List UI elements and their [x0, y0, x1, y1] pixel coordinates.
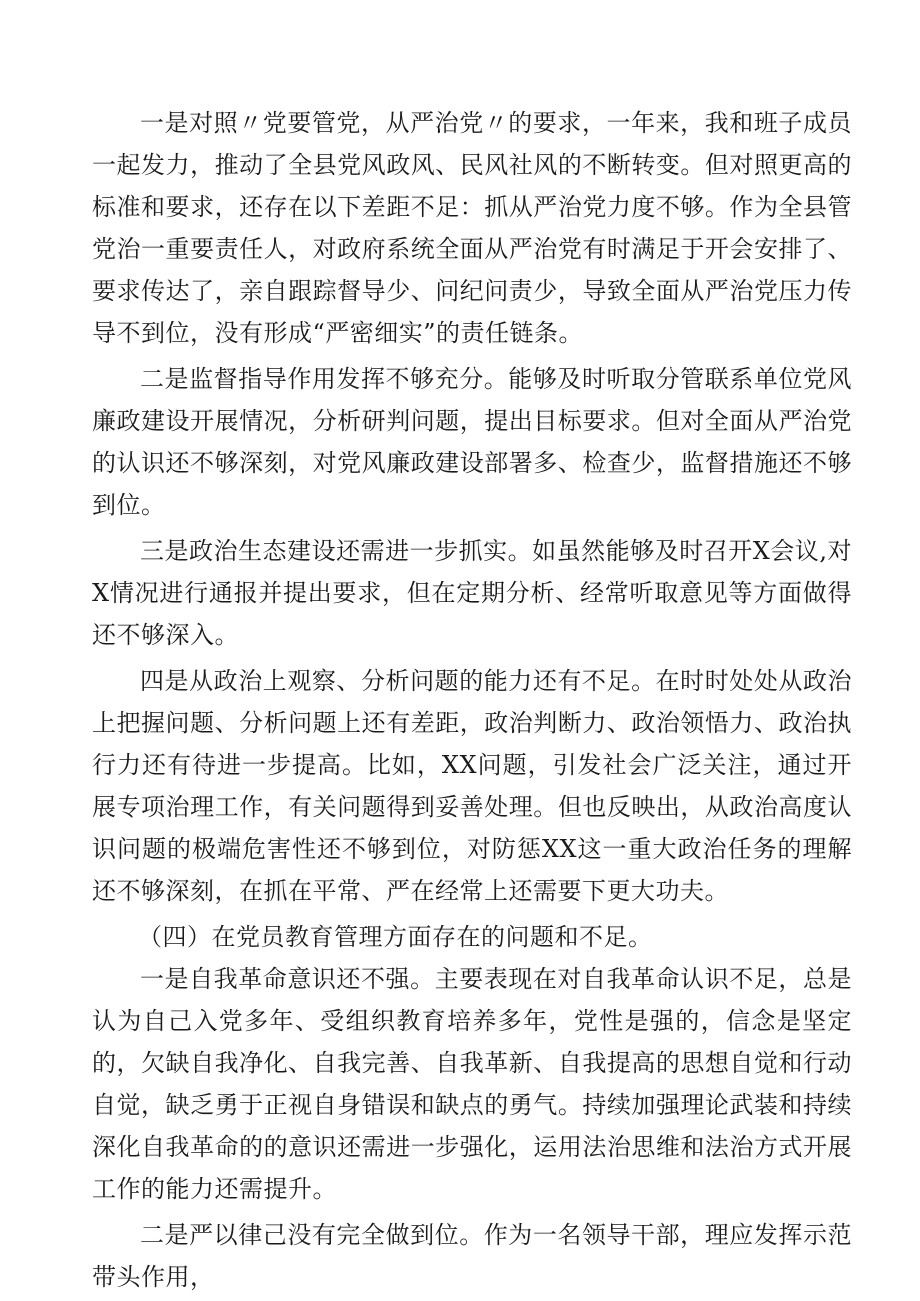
paragraph-6: 二是严以律己没有完全做到位。作为一名领导干部，理应发挥示范带头作用， — [92, 1221, 852, 1291]
paragraph-3: 三是政治生态建设还需进一步抓实。如虽然能够及时召开X会议,对X情况进行通报并提出要求，但在定期分析、经常听取意见等方面做得还不够深入。 — [92, 537, 852, 649]
paragraph-5: 一是自我革命意识还不强。主要表现在对自我革命认识不足，总是认为自己入党多年、受组织教育培养多年，党性是强的，信念是坚定的，欠缺自我净化、自我完善、自我革新、自我提高的思想自觉和行动自觉，缺乏勇于正视自身错误和缺点的勇气。持续加强理论武装和持续深化自我革命的的意识还需进一步强化，运用法治思维和法治方式开展工作的能力还需提升。 — [92, 965, 852, 1203]
paragraph-2: 二是监督指导作用发挥不够充分。能够及时听取分管联系单位党风廉政建设开展情况，分析研判问题，提出目标要求。但对全面从严治党的认识还不够深刻，对党风廉政建设部署多、检查少，监督措施还不够到位。 — [92, 365, 852, 519]
paragraph-1: 一是对照〃党要管党，从严治党〃的要求，一年来，我和班子成员一起发力，推动了全县党风政风、民风社风的不断转变。但对照更高的标准和要求，还存在以下差距不足：抓从严治党力度不够。作为全县管党治一重要责任人，对政府系统全面从严治党有时满足于开会安排了、要求传达了，亲自跟踪督导少、问纪问责少，导致全面从严治党压力传导不到位，没有形成“严密细实”的责任链条。 — [92, 109, 852, 347]
document-body — [92, 102, 852, 1298]
section-heading: （四）在党员教育管理方面存在的问题和不足。 — [138, 923, 653, 951]
paragraph-4: 四是从政治上观察、分析问题的能力还有不足。在时时处处从政治上把握问题、分析问题上还有差距，政治判断力、政治领悟力、政治执行力还有待进一步提高。比如，XX问题，引发社会广泛关注，通过开展专项治理工作，有关问题得到妥善处理。但也反映出，从政治高度认识问题的极端危害性还不够到位，对防惩XX这一重大政治任务的理解还不够深刻，在抓在平常、严在经常上还需要下更大功夫。 — [92, 667, 852, 905]
